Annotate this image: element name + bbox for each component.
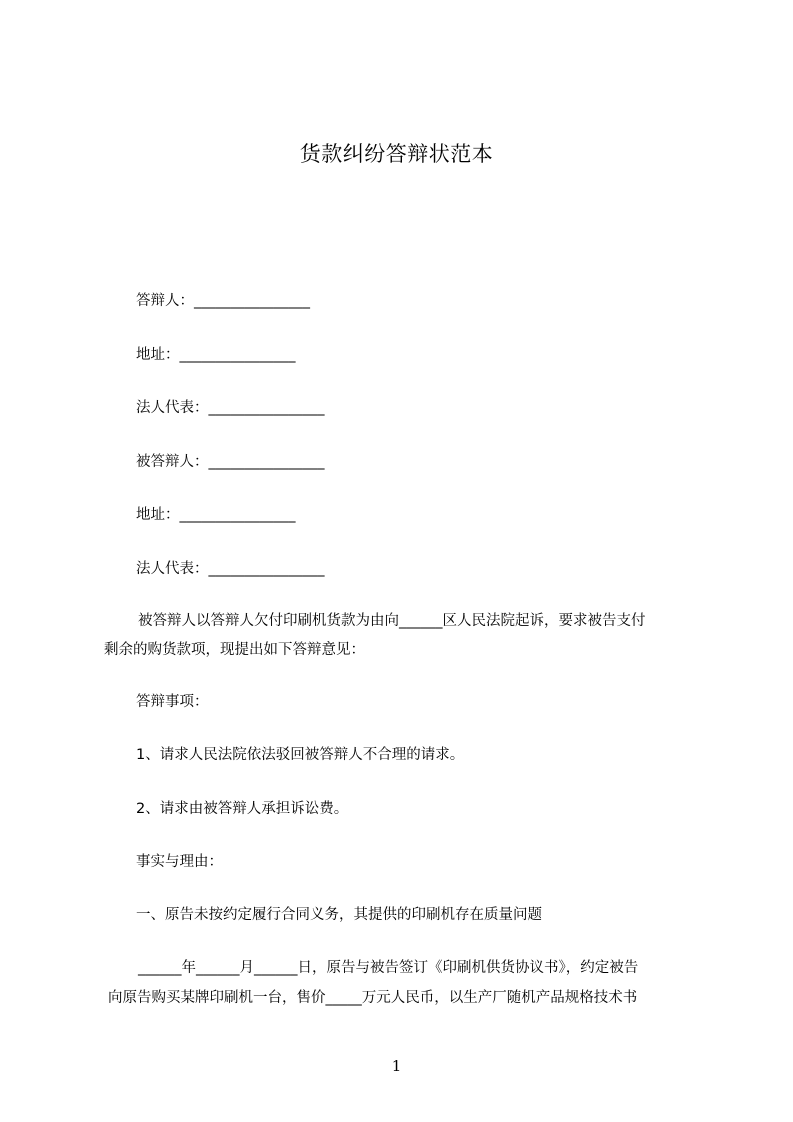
section-one-heading: 一、原告未按约定履行合同义务，其提供的印刷机存在质量问题 (136, 907, 542, 923)
claimant-address-line: 地址：________________ (136, 507, 296, 523)
page-number: 1 (391, 1057, 402, 1075)
facts-heading: 事实与理由： (136, 854, 223, 870)
intro-paragraph-line-1: 被答辩人以答辩人欠付印刷机货款为由向______区人民法院起诉，要求被告支付 (138, 613, 646, 629)
claimant-legal-rep-line: 法人代表：________________ (136, 561, 325, 577)
respondent-legal-rep-line: 法人代表：________________ (136, 400, 325, 416)
defense-item-1: 1、请求人民法院依法驳回被答辩人不合理的请求。 (136, 747, 465, 763)
respondent-line: 答辩人：________________ (136, 293, 310, 309)
respondent-address-line: 地址：________________ (136, 347, 296, 363)
document-title: 货款纠纷答辩状范本 (299, 142, 494, 166)
section-one-body-line-2: 向原告购买某牌印刷机一台，售价_____万元人民币，以生产厂随机产品规格技术书 (108, 990, 638, 1006)
defense-item-2: 2、请求由被答辩人承担诉讼费。 (136, 801, 349, 817)
intro-paragraph-line-2: 剩余的购货款项，现提出如下答辩意见： (104, 642, 365, 658)
defense-heading: 答辩事项： (136, 694, 209, 710)
section-one-body-line-1: ______年______月______日，原告与被告签订《印刷机供货协议书》，约定被告 (138, 960, 639, 976)
claimant-line: 被答辩人：________________ (136, 454, 325, 470)
